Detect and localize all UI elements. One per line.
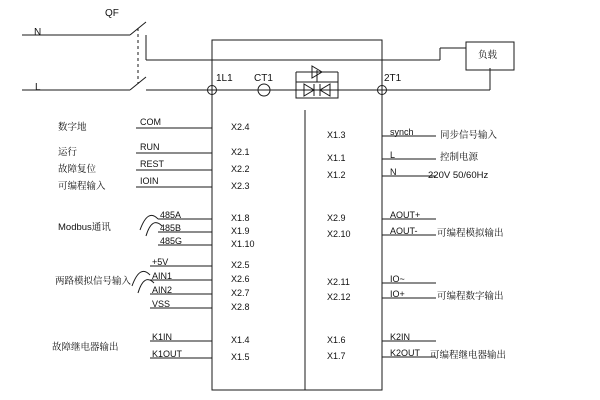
terminal-2t1-label: 2T1 [384, 73, 402, 84]
power-pin-1: N [390, 167, 397, 177]
analog-in-terminal-0: X2.5 [231, 260, 250, 270]
signal-terminal-2: X2.2 [231, 164, 250, 174]
signal-label-0: 数字地 [58, 122, 87, 133]
prog-relay-terminal-1: X1.7 [327, 351, 346, 361]
modbus-terminal-2: X1.10 [231, 239, 255, 249]
fault-relay-terminal-0: X1.4 [231, 335, 250, 345]
modbus-pin-2: 485G [160, 236, 183, 246]
prog-relay-pin-0: K2IN [390, 332, 411, 342]
analog-out-label: 可编程模拟输出 [437, 228, 504, 239]
power-terminal-1: X1.2 [327, 170, 346, 180]
signal-pin-1: RUN [140, 142, 160, 152]
digital-out-label: 可编程数字输出 [437, 291, 504, 302]
supply-neutral-label: N [34, 27, 42, 38]
power-label-top: 控制电源 [440, 152, 479, 163]
prog-relay-terminal-0: X1.6 [327, 335, 346, 345]
analog-in-pin-2: AIN2 [152, 285, 173, 295]
modbus-pin-0: 485A [160, 210, 182, 220]
terminal-ct1-label: CT1 [254, 73, 273, 84]
digital-out-terminal-0: X2.11 [327, 277, 350, 287]
modbus-pin-1: 485B [160, 223, 182, 233]
analog-out-pin-0: AOUT+ [390, 210, 421, 220]
sync-pin-0: synch [390, 127, 414, 137]
analog-in-pin-3: VSS [152, 299, 171, 309]
analog-in-terminal-3: X2.8 [231, 302, 250, 312]
signal-pin-2: REST [140, 159, 165, 169]
modbus-terminal-0: X1.8 [231, 213, 250, 223]
load-box-label: 负载 [478, 50, 498, 61]
power-terminal-0: X1.1 [327, 153, 346, 163]
analog-out-terminal-0: X2.9 [327, 213, 346, 223]
signal-terminal-3: X2.3 [231, 181, 250, 191]
supply-line-label: L [35, 82, 41, 93]
prog-relay-pin-1: K2OUT [390, 348, 421, 358]
prog-relay-label: 可编程继电器输出 [430, 350, 507, 361]
sync-terminal-0: X1.3 [327, 130, 346, 140]
signal-label-2: 故障复位 [58, 164, 97, 175]
breaker-label: QF [105, 8, 119, 19]
digital-out-pin-0: IO~ [390, 274, 405, 284]
signal-terminal-0: X2.4 [231, 122, 250, 132]
analog-in-terminal-1: X2.6 [231, 274, 250, 284]
digital-out-terminal-1: X2.12 [327, 292, 351, 302]
modbus-terminal-1: X1.9 [231, 226, 250, 236]
analog-in-pin-0: +5V [152, 257, 169, 267]
sync-label: 同步信号输入 [440, 130, 498, 141]
signal-label-3: 可编程输入 [58, 181, 106, 192]
analog-out-pin-1: AOUT- [390, 226, 418, 236]
modbus-label: Modbus通讯 [58, 222, 111, 233]
signal-label-1: 运行 [58, 147, 78, 158]
terminal-1l1-label: 1L1 [216, 73, 233, 84]
fault-relay-pin-1: K1OUT [152, 349, 183, 359]
signal-terminal-1: X2.1 [231, 147, 250, 157]
fault-relay-terminal-1: X1.5 [231, 352, 250, 362]
power-label-bottom: 220V 50/60Hz [428, 170, 489, 181]
fault-relay-pin-0: K1IN [152, 332, 173, 342]
digital-out-pin-1: IO+ [390, 289, 405, 299]
analog-in-label: 两路模拟信号输入 [55, 276, 132, 287]
power-pin-0: L [390, 150, 396, 160]
analog-out-terminal-1: X2.10 [327, 229, 351, 239]
signal-pin-0: COM [140, 117, 161, 127]
analog-in-terminal-2: X2.7 [231, 288, 250, 298]
analog-in-pin-1: AIN1 [152, 271, 173, 281]
signal-pin-3: IOIN [140, 176, 159, 186]
fault-relay-label: 故障继电器输出 [52, 342, 119, 353]
